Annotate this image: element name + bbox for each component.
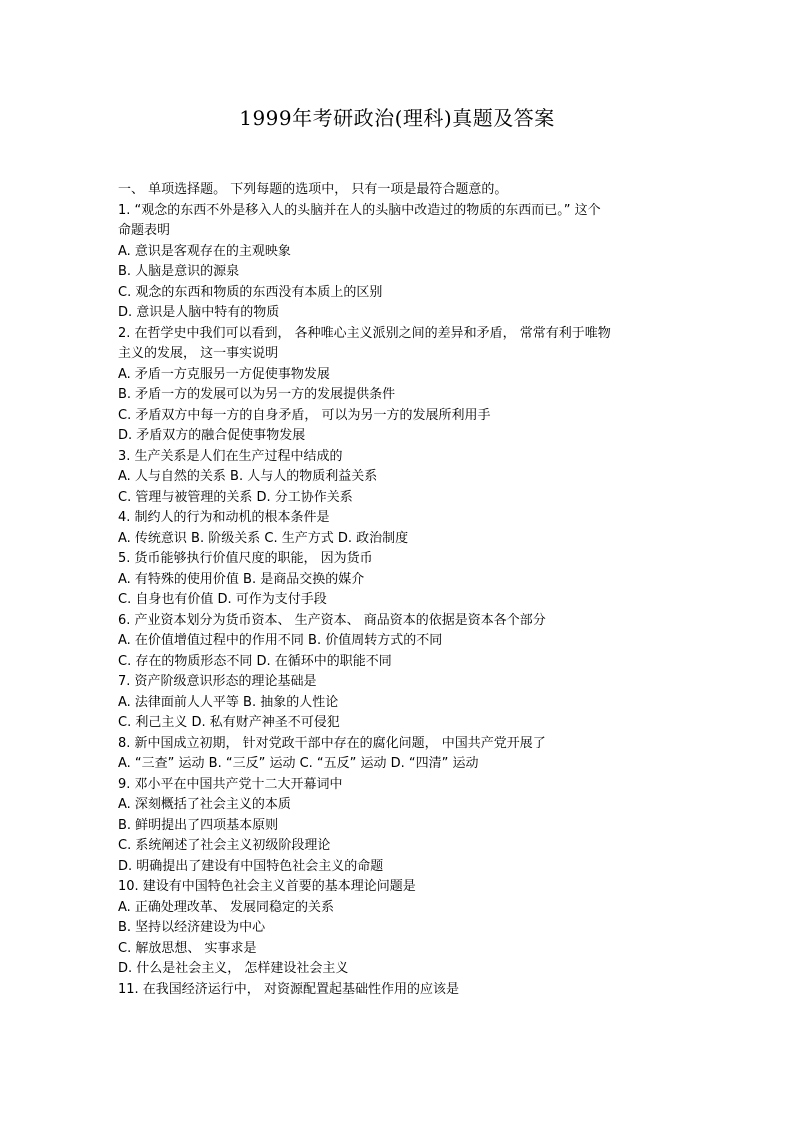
question-8-stem: 8. 新中国成立初期， 针对党政干部中存在的腐化问题， 中国共产党开展了 xyxy=(118,735,546,751)
question-10-option-b: B. 坚持以经济建设为中心 xyxy=(118,920,266,935)
question-1-option-c: C. 观念的东西和物质的东西没有本质上的区别 xyxy=(118,284,383,300)
question-9-option-a: A. 深刻概括了社会主义的本质 xyxy=(118,797,291,812)
question-9-option-d: D. 明确提出了建设有中国特色社会主义的命题 xyxy=(118,858,384,874)
question-10-stem: 10. 建设有中国特色社会主义首要的基本理论问题是 xyxy=(118,879,416,894)
question-4-stem: 4. 制约人的行为和动机的根本条件是 xyxy=(118,510,330,525)
question-2-option-a: A. 矛盾一方克服另一方促使事物发展 xyxy=(118,366,330,382)
question-9-stem: 9. 邓小平在中国共产党十二大开幕词中 xyxy=(118,776,343,792)
question-2-option-b: B. 矛盾一方的发展可以为另一方的发展提供条件 xyxy=(118,387,396,402)
question-6-options-ab: A. 在价值增值过程中的作用不同 B. 价值周转方式的不同 xyxy=(118,633,443,648)
question-10-option-c: C. 解放思想、 实事求是 xyxy=(118,940,257,956)
question-6-stem: 6. 产业资本划分为货币资本、 生产资本、 商品资本的依据是资本各个部分 xyxy=(118,612,546,628)
question-3-options-ab: A. 人与自然的关系 B. 人与人的物质利益关系 xyxy=(118,469,378,484)
document-title: 1999年考研政治(理科)真题及答案 xyxy=(239,106,555,130)
question-2-option-d: D. 矛盾双方的融合促使事物发展 xyxy=(118,428,306,443)
question-2-stem: 2. 在哲学史中我们可以看到， 各种唯心主义派别之间的差异和矛盾， 常常有利于唯物 xyxy=(118,325,611,341)
question-7-stem: 7. 资产阶级意识形态的理论基础是 xyxy=(118,674,317,689)
question-1-stem-continued: 命题表明 xyxy=(118,223,171,238)
question-8-options: A. “三查” 运动 B. “三反” 运动 C. “五反” 运动 D. “四清” 运动 xyxy=(118,756,479,771)
question-10-option-d: D. 什么是社会主义， 怎样建设社会主义 xyxy=(118,961,349,976)
question-2-stem-continued: 主义的发展， 这一事实说明 xyxy=(118,346,279,361)
question-3-options-cd: C. 管理与被管理的关系 D. 分工协作关系 xyxy=(118,489,353,505)
question-5-stem: 5. 货币能够执行价值尺度的职能， 因为货币 xyxy=(118,551,373,566)
question-6-options-cd: C. 存在的物质形态不同 D. 在循环中的职能不同 xyxy=(118,653,392,669)
question-1-option-d: D. 意识是人脑中特有的物质 xyxy=(118,305,280,320)
question-4-options: A. 传统意识 B. 阶级关系 C. 生产方式 D. 政治制度 xyxy=(118,530,409,546)
question-2-option-c: C. 矛盾双方中每一方的自身矛盾， 可以为另一方的发展所利用手 xyxy=(118,407,491,423)
question-1-option-b: B. 人脑是意识的源泉 xyxy=(118,264,240,279)
question-5-options-ab: A. 有特殊的使用价值 B. 是商品交换的媒介 xyxy=(118,571,365,587)
question-9-option-b: B. 鲜明提出了四项基本原则 xyxy=(118,817,279,833)
question-9-option-c: C. 系统阐述了社会主义初级阶段理论 xyxy=(118,838,331,853)
section-heading: 一、 单项选择题。 下列每题的选项中， 只有一项是最符合题意的。 xyxy=(118,182,508,197)
question-7-options-ab: A. 法律面前人人平等 B. 抽象的人性论 xyxy=(118,694,339,710)
question-7-options-cd: C. 利己主义 D. 私有财产神圣不可侵犯 xyxy=(118,715,340,730)
question-5-options-cd: C. 自身也有价值 D. 可作为支付手段 xyxy=(118,592,327,607)
question-3-stem: 3. 生产关系是人们在生产过程中结成的 xyxy=(118,448,343,464)
question-1-option-a: A. 意识是客观存在的主观映象 xyxy=(118,243,291,259)
question-11-stem: 11. 在我国经济运行中， 对资源配置起基础性作用的应该是 xyxy=(118,981,459,997)
question-1-stem: 1. “观念的东西不外是移入人的头脑并在人的头脑中改造过的物质的东西而已。” 这个 xyxy=(118,202,601,218)
question-body xyxy=(118,180,683,1000)
question-10-option-a: A. 正确处理改革、 发展同稳定的关系 xyxy=(118,899,335,915)
